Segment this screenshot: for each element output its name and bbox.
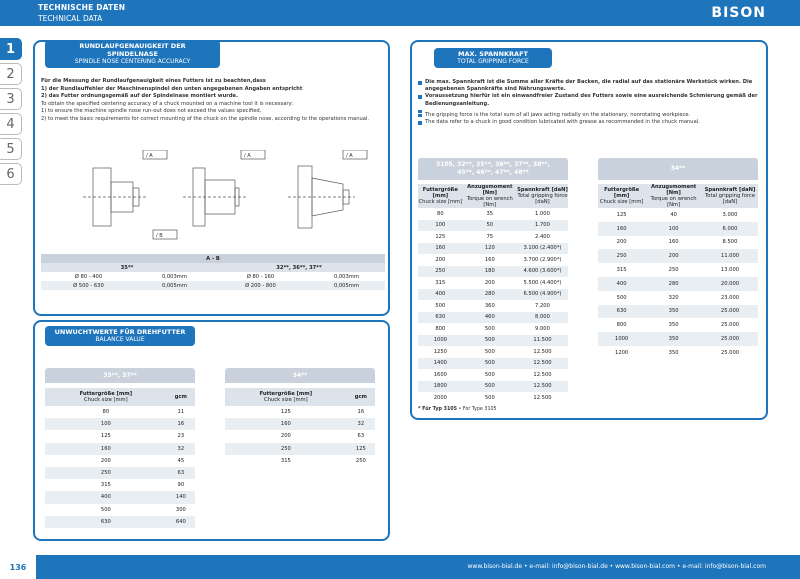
- table-cell: 160: [280, 421, 291, 428]
- grip-cell: 160: [668, 239, 679, 246]
- accuracy-cell: 0,005mm: [161, 282, 187, 289]
- grip-row: [418, 346, 568, 358]
- accuracy-row: [41, 272, 385, 281]
- grip-cell: 11.000: [720, 253, 740, 260]
- table-cell: 11: [177, 409, 185, 416]
- grip-bullets: [418, 79, 763, 126]
- tab-1[interactable]: 1: [0, 38, 22, 60]
- balance-table-2: [225, 388, 375, 467]
- table-cell: 200: [280, 433, 291, 440]
- table-row: [45, 491, 195, 503]
- grip-cell: 315: [616, 267, 627, 274]
- accuracy-line-en: To obtain the specified centering accuracy of a chuck mounted on a machine tool it is necessary:: [41, 100, 293, 107]
- grip-cell: 160: [435, 245, 446, 252]
- table-cell: 32: [357, 421, 365, 428]
- size-header: [225, 388, 347, 406]
- grip-cell: 12.500: [533, 371, 552, 378]
- grip-cell: 250: [668, 267, 679, 274]
- accuracy-cell: Ø 80 - 160: [246, 273, 275, 280]
- grip-cell: 1200: [615, 349, 629, 356]
- grip-row: [418, 266, 568, 278]
- accuracy-cell: 0,003mm: [333, 273, 359, 280]
- accuracy-text: [41, 78, 381, 124]
- grip-row: [418, 231, 568, 243]
- table-cell: 80: [102, 409, 110, 416]
- table-cell: 45: [177, 457, 185, 464]
- grip-cell: 100: [668, 225, 679, 232]
- gcm-header: gcm: [354, 394, 367, 400]
- grip-cell: 280: [668, 280, 679, 287]
- table-cell: 90: [177, 482, 185, 489]
- size-en: Chuck size [mm]: [84, 397, 128, 403]
- grip-cell: 250: [435, 268, 446, 275]
- tab-5[interactable]: 5: [0, 138, 22, 160]
- accuracy-title-de: RUNDLAUFGENAUIGKEIT DER SPINDELNASE: [79, 42, 186, 58]
- table-cell: 16: [177, 421, 185, 428]
- table-cell: 630: [100, 518, 111, 525]
- grip-cell: 160: [484, 256, 495, 263]
- grip-cell: 180: [484, 268, 495, 275]
- grip-cell: 500: [484, 337, 495, 344]
- grip-t1-head-1: 3105, 32**, 35**, 36**, 37**, 38**,: [436, 161, 550, 168]
- grip-row: [598, 208, 758, 222]
- balance-title-en: BALANCE VALUE: [95, 336, 145, 343]
- grip-cell: 460: [484, 314, 495, 321]
- grip-cell: 8.000: [535, 314, 550, 321]
- grip-row: [598, 346, 758, 360]
- grip-cell: 12.500: [533, 360, 552, 367]
- grip-header-en: Chuck size [mm]: [418, 199, 463, 205]
- footer-url[interactable]: www.bison-bial.de • e-mail: info@bison-bial.de • www.bison-bial.com • e-mail: info@bison-bial.com: [467, 563, 766, 570]
- grip-cell: 4.600 (3.600*): [523, 268, 562, 275]
- grip-bullet-de: Voraussetzung hierfür ist ein einwandfreier Zustand des Futters sowie eine ausreichende Schmierung gemäß der Bedienungsanleitung.: [418, 93, 763, 107]
- accuracy-line-en: 1) to ensure the machine spindle nose run-out does not exceed the values specified,: [41, 108, 262, 115]
- grip-header-row: [418, 184, 568, 208]
- table-cell: 125: [280, 409, 291, 416]
- grip-header-de: Anzugsmoment [Nm]: [650, 184, 697, 196]
- accuracy-line-en: 2) to meet the basic requirements for correct mounting of the chuck on the spindle nose, according to the operations manual.: [41, 115, 370, 122]
- grip-row: [418, 300, 568, 312]
- grip-row: [598, 305, 758, 319]
- grip-row: [418, 254, 568, 266]
- grip-cell: 280: [484, 291, 495, 298]
- table-row: [225, 430, 375, 442]
- acc-col1: 35**: [120, 264, 134, 271]
- grip-row: [418, 312, 568, 324]
- grip-row: [598, 332, 758, 346]
- tab-2[interactable]: 2: [0, 63, 22, 85]
- grip-header: [598, 184, 645, 208]
- accuracy-panel: [33, 40, 390, 316]
- grip-cell: 500: [484, 360, 495, 367]
- accuracy-row: [41, 281, 385, 290]
- accuracy-line-de: 1) der Rundlauffehler der Maschinenspindel den unten angegebenen Angaben entspricht: [41, 85, 303, 92]
- size-en: Chuck size [mm]: [264, 397, 308, 403]
- balance-title-de: UNWUCHTWERTE FÜR DREHFUTTER: [54, 328, 186, 336]
- grip-row: [598, 263, 758, 277]
- grip-cell: 400: [435, 291, 446, 298]
- table-row: [45, 504, 195, 516]
- grip-cell: 1000: [615, 336, 629, 343]
- table-cell: 200: [100, 457, 111, 464]
- sym-a-1: / A: [146, 153, 153, 159]
- grip-cell: 200: [484, 279, 495, 286]
- grip-bullet-de: Die max. Spannkraft ist die Summe aller Kräfte der Backen, die radial auf das stationäre Werkstück wirken. Die angegebenen Spannkräfte sind Nährungswerte.: [418, 79, 763, 93]
- grip-bullet-en: The data refer to a chuck in good condition lubricated with grease as recommended in the chuck manual.: [418, 119, 763, 126]
- grip-cell: 3.000: [722, 211, 738, 218]
- grip-cell: 6.500 (4.900*): [523, 291, 562, 298]
- grip-cell: 500: [484, 383, 495, 390]
- grip-cell: 25.000: [720, 336, 740, 343]
- grip-cell: 35: [486, 210, 494, 217]
- chapter-tabs: [0, 38, 22, 188]
- table-cell: 16: [357, 409, 365, 416]
- grip-cell: 12.500: [533, 383, 552, 390]
- table-row: [45, 406, 195, 418]
- grip-cell: 250: [616, 253, 627, 260]
- grip-row: [598, 236, 758, 250]
- grip-header-de: Anzugsmoment [Nm]: [467, 184, 513, 196]
- accuracy-title-en: SPINDLE NOSE CENTERING ACCURACY: [74, 58, 191, 65]
- grip-cell: 1000: [433, 337, 447, 344]
- grip-cell: 7.200: [535, 302, 550, 309]
- tab-4[interactable]: 4: [0, 113, 22, 135]
- grip-row: [418, 277, 568, 289]
- grip-cell: 12.500: [533, 394, 552, 401]
- accuracy-cell: Ø 80 - 400: [74, 273, 103, 280]
- grip-row: [418, 220, 568, 232]
- grip-cell: 630: [616, 308, 627, 315]
- table-cell: 300: [175, 506, 186, 513]
- grip-header: [517, 184, 568, 208]
- grip-cell: 630: [435, 314, 446, 321]
- grip-row: [418, 392, 568, 404]
- ab-header: A - B: [206, 255, 220, 262]
- grip-cell: 125: [616, 211, 627, 218]
- table-cell: 640: [175, 518, 186, 525]
- table-cell: 160: [100, 445, 111, 452]
- grip-row: [418, 243, 568, 255]
- balance-panel: [33, 320, 390, 541]
- page-number: 136: [0, 555, 36, 579]
- grip-cell: 12.500: [533, 348, 552, 355]
- grip-cell: 3.100 (2.400*): [523, 245, 562, 252]
- grip-cell: 350: [668, 322, 679, 329]
- accuracy-title: [45, 40, 220, 68]
- grip-cell: 2.400: [535, 233, 550, 240]
- grip-cell: 500: [484, 325, 495, 332]
- table-cell: 140: [175, 494, 186, 501]
- grip-header-row: [598, 184, 758, 208]
- grip-table-1: [418, 184, 568, 404]
- accuracy-cell: 0,005mm: [333, 282, 359, 289]
- table-row: [45, 443, 195, 455]
- grip-title-de: MAX. SPANNKRAFT: [458, 50, 528, 58]
- table-row: [225, 406, 375, 418]
- grip-header-de: Spannkraft [daN]: [704, 187, 756, 193]
- grip-header-en: Torque on wrench [Nm]: [466, 196, 513, 208]
- grip-cell: 1.000: [535, 210, 550, 217]
- grip-header: [702, 184, 758, 208]
- accuracy-line-de: 2) das Futter ordnungsgemäß auf der Spindelnase montiert wurde.: [41, 93, 239, 100]
- header-title-de: TECHNISCHE DATEN: [38, 3, 126, 12]
- grip-cell: 1.700: [535, 222, 550, 229]
- grip-cell: 40: [670, 211, 677, 218]
- table-cell: 500: [100, 506, 111, 513]
- grip-cell: 2000: [433, 394, 447, 401]
- table-cell: 315: [280, 457, 291, 464]
- grip-cell: 1600: [433, 371, 447, 378]
- grip-table-2: [598, 184, 758, 360]
- grip-cell: 315: [435, 279, 446, 286]
- grip-header-en: Total gripping force [daN]: [517, 193, 568, 205]
- grip-t1-head: [418, 158, 568, 180]
- grip-cell: 8.500: [722, 239, 738, 246]
- table-cell: 125: [355, 445, 366, 452]
- grip-header-en: Torque on wrench [Nm]: [650, 196, 697, 208]
- balance-title: [45, 326, 195, 346]
- table-row: [225, 455, 375, 467]
- grip-cell: 500: [484, 348, 495, 355]
- table-cell: 63: [177, 470, 185, 477]
- grip-cell: 25.000: [720, 308, 740, 315]
- header-title-en: TECHNICAL DATA: [38, 14, 103, 23]
- grip-header: [645, 184, 702, 208]
- grip-header-en: Chuck size [mm]: [599, 199, 644, 205]
- grip-cell: 75: [486, 233, 494, 240]
- grip-cell: 25.000: [720, 349, 740, 356]
- grip-cell: 350: [668, 336, 679, 343]
- accuracy-cell: 0,003mm: [161, 273, 187, 280]
- grip-cell: 360: [484, 302, 495, 309]
- grip-cell: 25.000: [720, 322, 740, 329]
- grip-cell: 500: [435, 302, 446, 309]
- spindle-diagrams: [43, 150, 383, 240]
- table-cell: 250: [100, 470, 111, 477]
- grip-cell: 800: [616, 322, 627, 329]
- sym-a-3: / A: [346, 153, 353, 159]
- table-cell: 125: [100, 433, 111, 440]
- grip-row: [418, 335, 568, 347]
- size-de: Futtergröße [mm]: [259, 391, 313, 397]
- accuracy-line-de: Für die Messung der Rundlaufgenauigkeit eines Futters ist zu beachten,dass: [41, 78, 266, 84]
- grip-row: [598, 249, 758, 263]
- size-header: [45, 388, 167, 406]
- grip-row: [598, 222, 758, 236]
- gcm-header: gcm: [174, 394, 187, 400]
- tab-6[interactable]: 6: [0, 163, 22, 185]
- table-row: [45, 516, 195, 528]
- page-header: [0, 0, 800, 26]
- grip-cell: 5.500 (4.400*): [523, 279, 562, 286]
- grip-cell: 1400: [433, 360, 447, 367]
- table-cell: 315: [100, 482, 111, 489]
- grip-cell: 125: [435, 233, 446, 240]
- grip-cell: 350: [668, 308, 679, 315]
- table-row: [225, 418, 375, 430]
- grip-bullet-en: The gripping force is the total sum of all jaws acting radially on the stationary, nonrotating workpiece.: [418, 112, 763, 119]
- grip-t1-head-2: 45**, 46**, 47**, 48**: [457, 169, 529, 176]
- grip-header-de: Futtergröße [mm]: [604, 187, 640, 199]
- accuracy-table: [41, 254, 385, 290]
- grip-cell: 13.000: [720, 267, 740, 274]
- grip-cell: 500: [484, 394, 495, 401]
- grip-row: [418, 323, 568, 335]
- table-row: [45, 418, 195, 430]
- grip-title-en: TOTAL GRIPPING FORCE: [457, 58, 529, 65]
- grip-cell: 500: [616, 294, 627, 301]
- grip-header-en: Total gripping force [daN]: [705, 193, 755, 205]
- table-cell: 63: [357, 433, 365, 440]
- balance-table-1: [45, 388, 195, 528]
- grip-header-de: Futtergröße [mm]: [422, 187, 458, 199]
- sym-a-2: / A: [244, 153, 251, 159]
- grip-row: [598, 291, 758, 305]
- grip-cell: 320: [668, 294, 679, 301]
- grip-note: * Für Typ 3105 • For Type 3105: [418, 407, 497, 412]
- grip-cell: 100: [435, 222, 446, 229]
- grip-cell: 350: [668, 349, 679, 356]
- table-row: [45, 467, 195, 479]
- grip-cell: 800: [435, 325, 446, 332]
- tab-3[interactable]: 3: [0, 88, 22, 110]
- grip-row: [418, 289, 568, 301]
- grip-row: [418, 369, 568, 381]
- accuracy-cell: Ø 200 - 800: [245, 282, 276, 289]
- acc-col2: 32**, 36**, 37**: [276, 264, 322, 271]
- grip-cell: 9.000: [535, 325, 550, 332]
- grip-row: [598, 318, 758, 332]
- grip-cell: 50: [486, 222, 494, 229]
- grip-note-de: * Für Typ 3105: [418, 407, 457, 412]
- grip-note-en: For Type 3105: [462, 407, 497, 412]
- table-cell: 250: [280, 445, 291, 452]
- grip-row: [418, 358, 568, 370]
- grip-cell: 20.000: [720, 280, 740, 287]
- grip-cell: 3.700 (2.900*): [523, 256, 562, 263]
- balance-t2-head: 34**: [225, 368, 375, 383]
- table-row: [225, 443, 375, 455]
- grip-cell: 6.000: [722, 225, 738, 232]
- grip-header: [418, 184, 463, 208]
- table-row: [45, 430, 195, 442]
- grip-cell: 80: [437, 210, 444, 217]
- grip-row: [418, 381, 568, 393]
- grip-panel: [410, 40, 768, 420]
- bison-logo: BISON: [711, 5, 766, 21]
- grip-cell: 23.000: [720, 294, 740, 301]
- grip-header: [463, 184, 517, 208]
- sym-b-1: / B: [156, 233, 163, 239]
- size-de: Futtergröße [mm]: [79, 391, 133, 397]
- table-header-row: [225, 388, 375, 406]
- grip-cell: 1800: [433, 383, 447, 390]
- table-cell: 100: [100, 421, 111, 428]
- table-cell: 250: [355, 457, 366, 464]
- grip-cell: 160: [616, 225, 627, 232]
- table-header-row: [45, 388, 195, 406]
- grip-cell: 500: [484, 371, 495, 378]
- balance-t1-head: 35**, 37**: [45, 368, 195, 383]
- page-footer: [0, 555, 800, 579]
- table-cell: 23: [177, 433, 185, 440]
- grip-cell: 200: [435, 256, 446, 263]
- grip-cell: 400: [616, 280, 627, 287]
- accuracy-cell: Ø 500 - 630: [73, 282, 104, 289]
- grip-title: [434, 48, 552, 68]
- grip-row: [598, 277, 758, 291]
- table-cell: 400: [100, 494, 111, 501]
- table-row: [45, 455, 195, 467]
- grip-cell: 11.500: [533, 337, 552, 344]
- table-cell: 32: [177, 445, 185, 452]
- table-row: [45, 479, 195, 491]
- grip-cell: 200: [616, 239, 627, 246]
- grip-t2-head: 34**: [598, 158, 758, 180]
- grip-cell: 1250: [433, 348, 447, 355]
- grip-cell: 120: [484, 245, 495, 252]
- grip-header-de: Spannkraft [daN]: [517, 187, 568, 193]
- grip-cell: 200: [668, 253, 679, 260]
- grip-row: [418, 208, 568, 220]
